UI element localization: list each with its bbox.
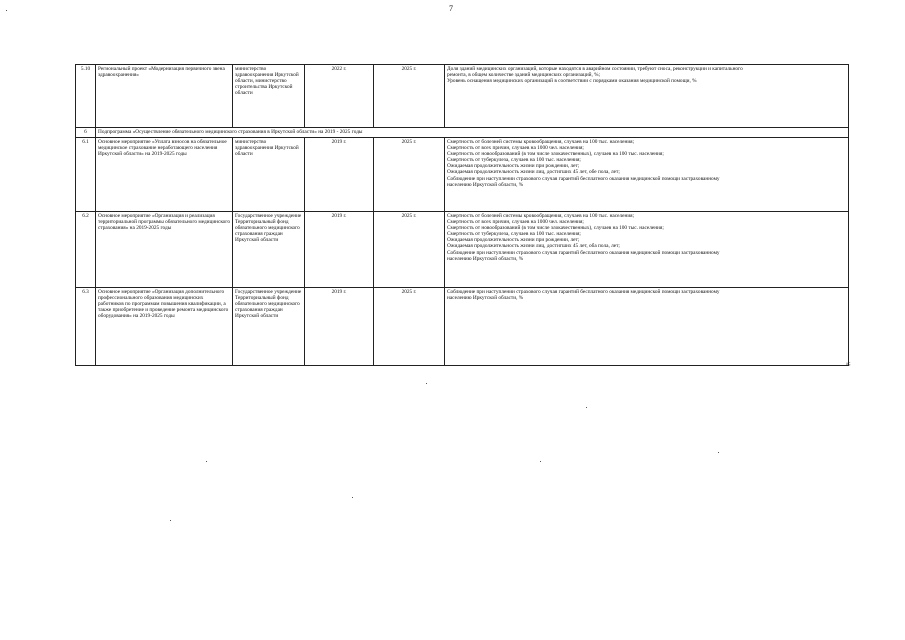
indicator-line: населению Иркутской области, % xyxy=(447,255,524,262)
scan-speck xyxy=(718,452,719,453)
scan-speck xyxy=(352,497,353,498)
indicator-line: Смертность от всех причин, случаев на 1000 чел. населения; xyxy=(447,145,584,152)
scan-speck xyxy=(586,407,587,408)
scan-speck xyxy=(170,520,171,521)
end-year: 2025 г. xyxy=(374,138,445,212)
start-year: 2019 г. xyxy=(305,138,374,212)
indicator-line: населению Иркутской области, % xyxy=(447,295,524,302)
end-year: 2025 г. xyxy=(374,288,445,366)
table-row xyxy=(76,288,849,366)
table-row xyxy=(76,138,849,212)
indicator-line: Соблюдение при наступлении страхового случая гарантий бесплатного оказания медицинской помощи застрахованному xyxy=(447,289,720,295)
scan-speck xyxy=(540,461,541,462)
scan-speck xyxy=(426,383,427,384)
indicators xyxy=(445,138,849,212)
closing-mark: »; xyxy=(846,361,851,367)
row-number: 6.1 xyxy=(76,138,96,212)
subprogram-row xyxy=(76,128,849,138)
indicator-line: Ожидаемая продолжительность жизни лиц, достигших 45 лет, обе пола, лет; xyxy=(447,169,620,176)
measure-name: Региональный проект «Модернизация первичного звена здравоохранения» xyxy=(96,65,233,128)
start-year: 2019 г. xyxy=(305,212,374,288)
indicator-line: Смертность от новообразований (в том числе злокачественных), случаев на 100 тыс. населения; xyxy=(447,225,664,232)
row-number: 6 xyxy=(76,128,96,138)
table-row xyxy=(76,65,849,128)
measure-name: Основное мероприятие «Организация и реализация территориальной программы обязательного медицинского страхования» на 2019-2025 годы xyxy=(96,212,233,288)
end-year: 2025 г. xyxy=(374,212,445,288)
measure-name: Основное мероприятие «Уплата взносов на обязательное медицинское страхование неработающего населения Иркутской области» на 2019-2025 годы xyxy=(96,138,233,212)
indicator-line: Смертность от всех причин, случаев на 1000 чел. населения; xyxy=(447,219,584,226)
subprogram-title: Подпрограмма «Осуществление обязательного медицинского страхования в Иркутской области» на 2019 - 2025 годы xyxy=(96,128,849,138)
scan-speck xyxy=(206,461,207,462)
indicator-line: ремонта, в общем количестве зданий медицинских организаций, %; xyxy=(447,72,601,79)
indicator-line: Смертность от болезней системы кровообращения, случаев на 100 тыс. населения; xyxy=(447,213,635,219)
scan-speck xyxy=(6,10,7,11)
indicator-line: Соблюдение при наступлении страхового случая гарантий бесплатного оказания медицинской помощи застрахованному xyxy=(447,249,720,256)
start-year: 2019 г. xyxy=(305,288,374,366)
end-year: 2025 г. xyxy=(374,65,445,128)
indicator-line: Ожидаемая продолжительность жизни при рождении, лет; xyxy=(447,237,580,244)
table-row xyxy=(76,212,849,288)
program-table xyxy=(75,64,849,366)
page-number: 7 xyxy=(449,4,453,13)
executor: Государственное учреждение Территориальный фонд обязательного медицинского страхования граждан Иркутской области xyxy=(233,212,305,288)
measure-name: Основное мероприятие «Организация дополнительного профессионального образования медицинских работников по программам повышения квалификации, а также приобретение и проведение ремонта медицинского оборудования» на 2019-2025 годы xyxy=(96,288,233,366)
row-number: 6.2 xyxy=(76,212,96,288)
indicator-line: Ожидаемая продолжительность жизни при рождении, лет; xyxy=(447,163,580,170)
executor: Государственное учреждение Территориальный фонд обязательного медицинского страхования граждан Иркутской области xyxy=(233,288,305,366)
executor: министерство здравоохранения Иркутской области xyxy=(233,138,305,212)
indicators xyxy=(445,65,849,128)
start-year: 2022 г. xyxy=(305,65,374,128)
indicator-line: Смертность от туберкулеза, случаев на 100 тыс. населения; xyxy=(447,157,581,164)
indicator-line: Уровень оснащения медицинских организаций в соответствии с порядками оказания медицинской помощи, % xyxy=(447,78,697,85)
row-number: 5.10 xyxy=(76,65,96,128)
indicator-line: Доля зданий медицинских организаций, которые находятся в аварийном состоянии, требуют сноса, реконструкции и капитального xyxy=(447,66,743,72)
indicator-line: Соблюдение при наступлении страхового случая гарантий бесплатного оказания медицинской помощи застрахованному xyxy=(447,175,720,182)
indicators xyxy=(445,288,849,366)
executor: министерство здравоохранения Иркутской области, министерство строительства Иркутской области xyxy=(233,65,305,128)
indicator-line: населению Иркутской области, % xyxy=(447,181,524,188)
indicator-line: Смертность от новообразований (в том числе злокачественных), случаев на 100 тыс. населения; xyxy=(447,151,664,158)
indicators xyxy=(445,212,849,288)
row-number: 6.3 xyxy=(76,288,96,366)
indicator-line: Смертность от болезней системы кровообращения, случаев на 100 тыс. населения; xyxy=(447,139,635,145)
indicator-line: Ожидаемая продолжительность жизни лиц, достигших 45 лет, оба пола, лет; xyxy=(447,243,620,250)
indicator-line: Смертность от туберкулеза, случаев на 100 тыс. населения; xyxy=(447,231,581,238)
